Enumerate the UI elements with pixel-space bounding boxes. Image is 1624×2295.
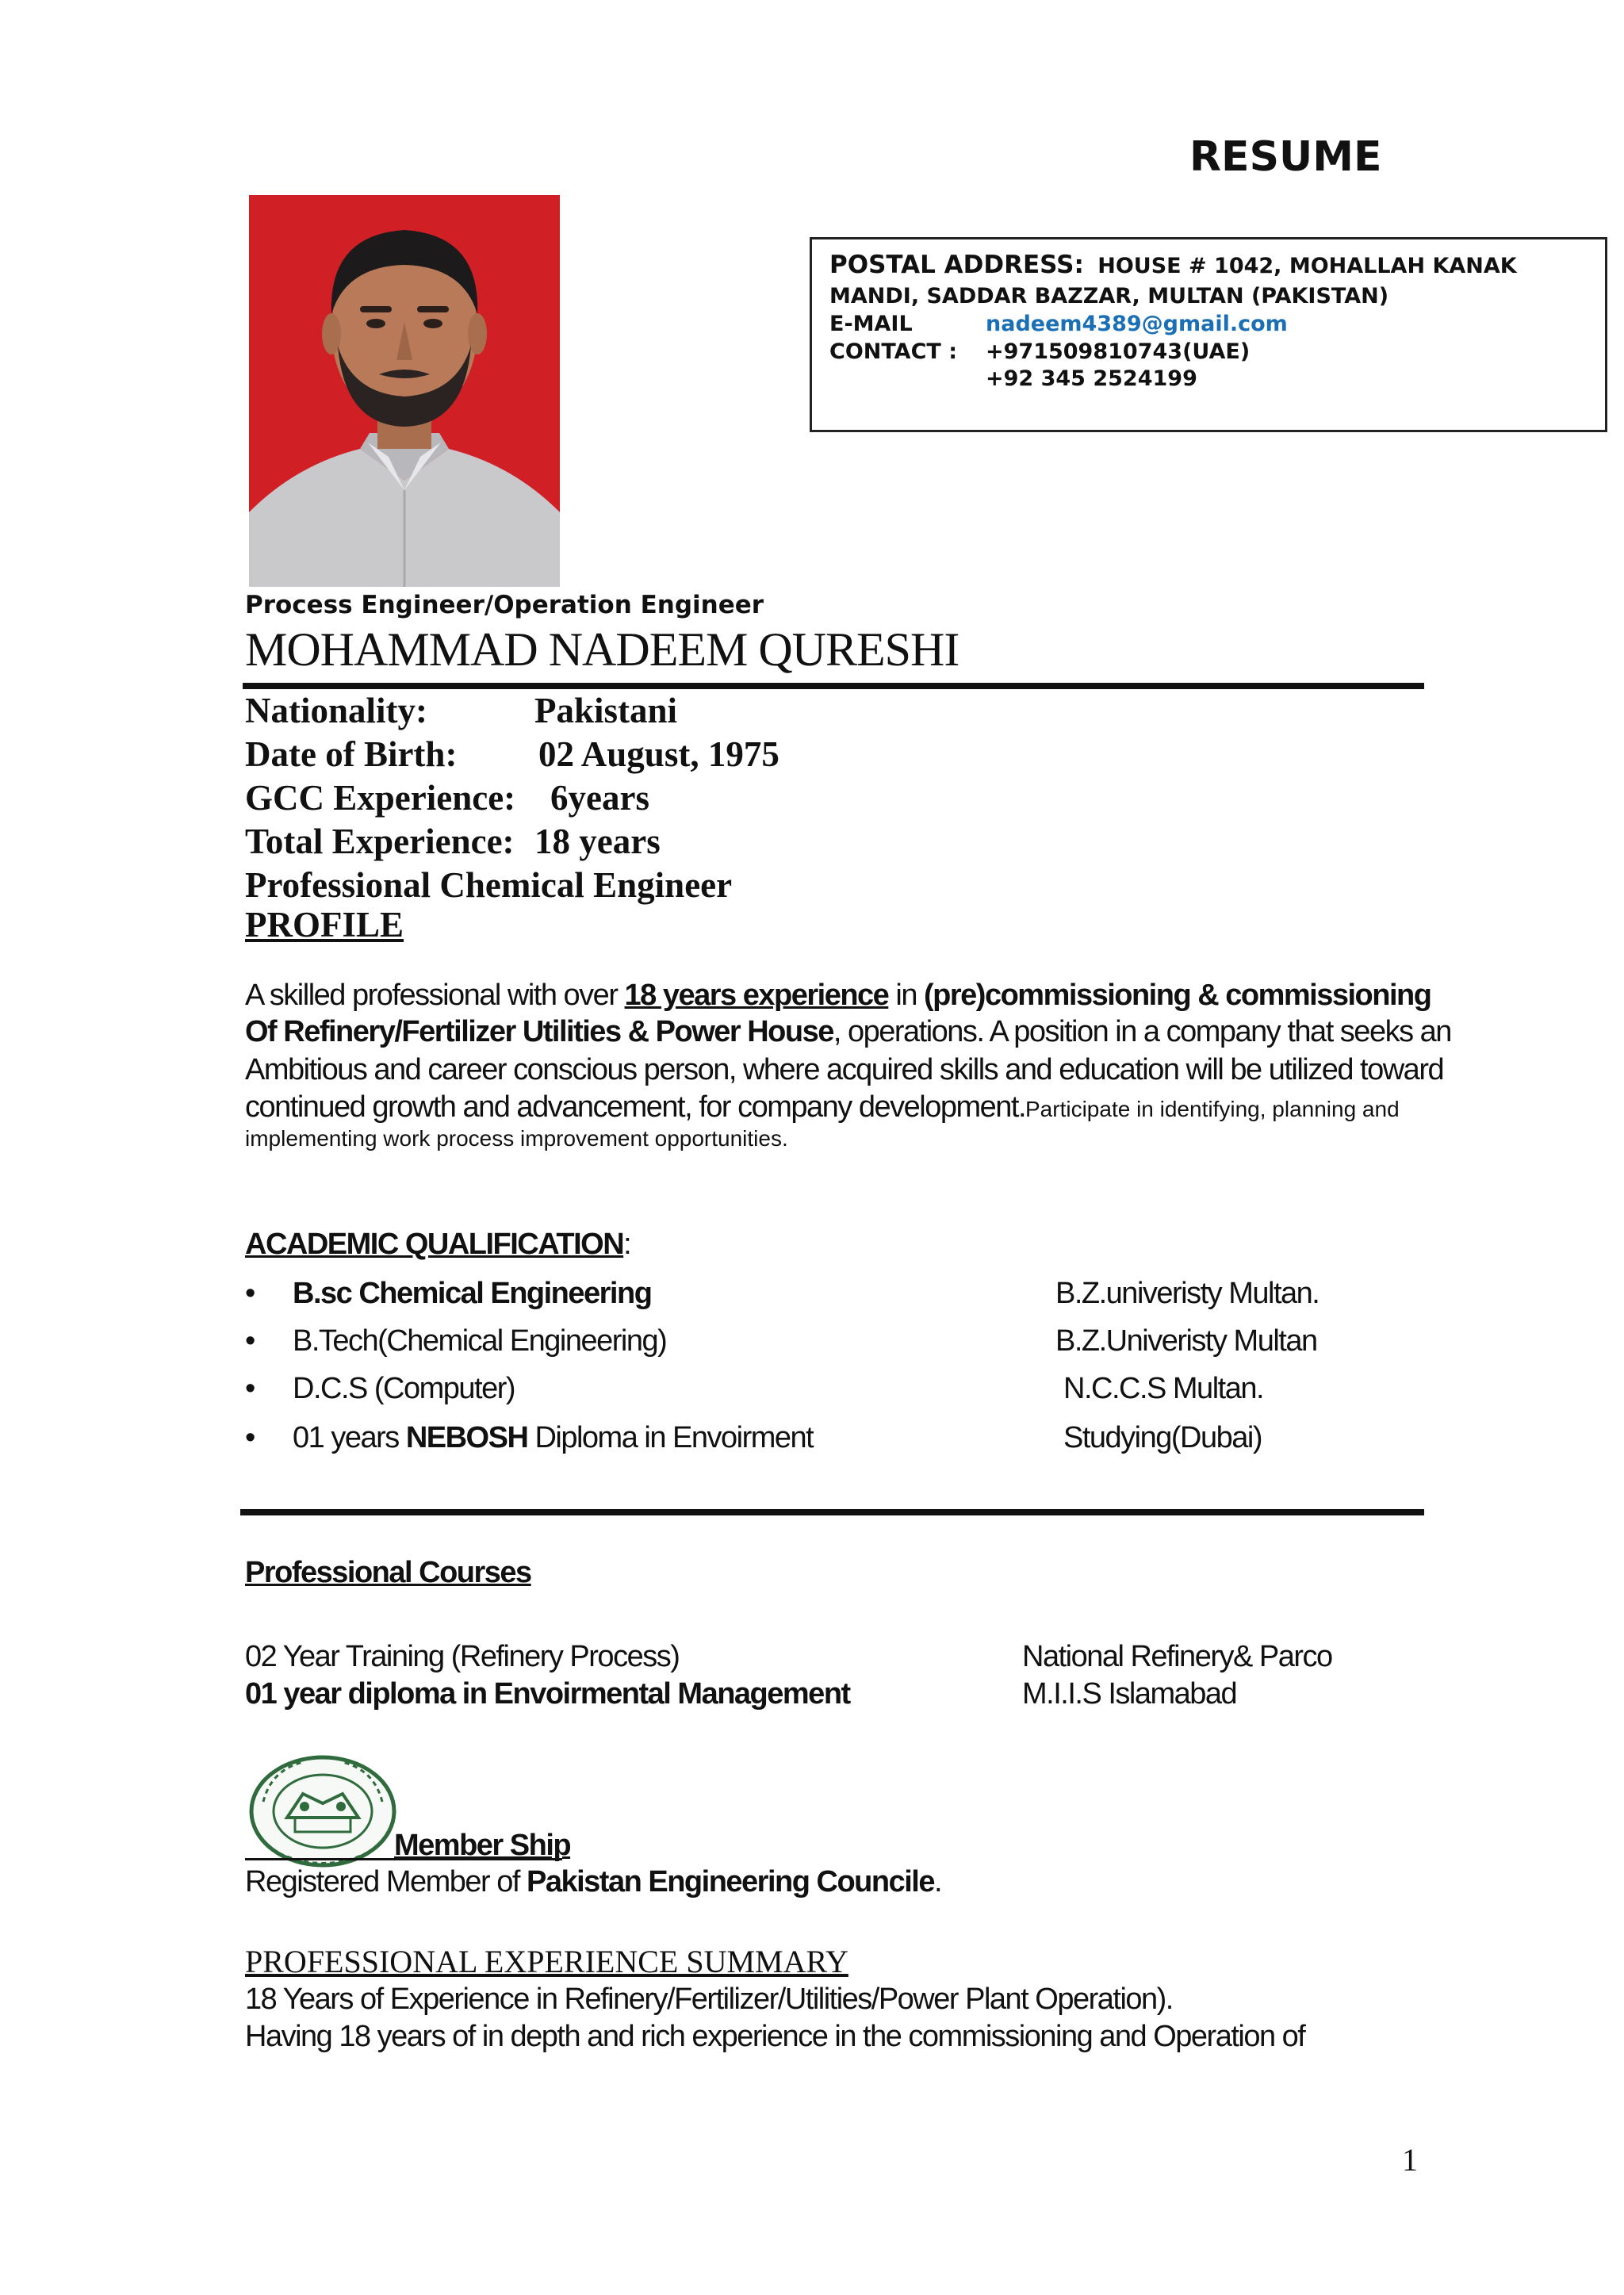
experience-line-1: 18 Years of Experience in Refinery/Fertilizer/Utilities/Power Plant Operation).: [245, 1983, 1173, 2016]
qualification-highlight: NEBOSH: [405, 1421, 528, 1454]
membership-heading: Member Ship: [394, 1829, 571, 1862]
qualification-item: [245, 1421, 1434, 1461]
bullet-icon: •: [245, 1324, 255, 1358]
qualification-institute: B.Z.univeristy Multan.: [1055, 1277, 1320, 1310]
membership-council-name: Pakistan Engineering Councile: [527, 1865, 934, 1898]
profile-text: continued growth and advancement, for company development.: [245, 1090, 1025, 1124]
page-number: 1: [1402, 2142, 1418, 2178]
qualification-text: 01 years: [293, 1421, 406, 1454]
course-institute: National Refinery& Parco: [1022, 1640, 1332, 1673]
nationality-label: Nationality:: [245, 691, 427, 730]
name-divider: [243, 683, 1424, 689]
qualification-institute: Studying(Dubai): [1063, 1421, 1262, 1454]
qualification-item: [245, 1372, 1434, 1412]
contact-label: CONTACT :: [829, 339, 958, 364]
phone-uae: +971509810743(UAE): [986, 339, 1251, 364]
bullet-icon: •: [245, 1372, 255, 1405]
profile-text: A skilled professional with over: [245, 979, 625, 1012]
course-item: [245, 1677, 1434, 1711]
nationality-row: [245, 690, 678, 731]
profile-heading: PROFILE: [245, 905, 404, 944]
email-link[interactable]: nadeem4389@gmail.com: [986, 312, 1288, 336]
profile-highlight: Of Refinery/Fertilizer Utilities & Power House: [245, 1015, 833, 1048]
academic-heading: [245, 1228, 630, 1262]
profile-text: , operations. A position in a company that seeks an: [833, 1015, 1451, 1048]
gcc-experience-label: GCC Experience:: [245, 778, 516, 818]
experience-line-2: Having 18 years of in depth and rich experience in the commissioning and Operation of: [245, 2020, 1305, 2053]
email-label: E-MAIL: [829, 312, 913, 336]
course-name: 01 year diploma in Envoirmental Management: [245, 1677, 850, 1711]
dob-row: [245, 734, 779, 775]
qualification-institute: B.Z.Univeristy Multan: [1055, 1324, 1317, 1358]
experience-heading: PROFESSIONAL EXPERIENCE SUMMARY: [245, 1944, 848, 1979]
qualification-item: [245, 1277, 1434, 1316]
profile-text: Participate in identifying, planning and: [1025, 1097, 1400, 1121]
bullet-icon: •: [245, 1421, 255, 1454]
resume-title: RESUME: [1189, 133, 1382, 181]
postal-address-label: POSTAL ADDRESS:: [829, 251, 1084, 279]
academic-heading-colon: :: [623, 1228, 631, 1261]
profile-highlight: (pre)commissioning & commissioning: [924, 979, 1431, 1012]
membership-text-part: .: [933, 1865, 942, 1898]
course-name: 02 Year Training (Refinery Process): [245, 1640, 680, 1673]
membership-text-part: Registered Member of: [245, 1865, 527, 1898]
dob-value: 02 August, 1975: [538, 734, 779, 774]
qualification-name: B.Tech(Chemical Engineering): [293, 1324, 667, 1358]
candidate-name: MOHAMMAD NADEEM QURESHI: [245, 623, 959, 676]
profile-line-1: [245, 979, 1431, 1013]
qualification-institute: N.C.C.S Multan.: [1063, 1372, 1264, 1405]
postal-address-line1: HOUSE # 1042, MOHALLAH KANAK: [1097, 254, 1517, 278]
profile-line-4: [245, 1090, 1427, 1125]
profile-line-5: implementing work process improvement opportunities.: [245, 1126, 788, 1151]
academic-divider: [240, 1509, 1424, 1515]
nationality-value: Pakistani: [534, 691, 678, 730]
person-portrait-icon: [249, 195, 560, 587]
total-experience-row: [245, 821, 661, 862]
dob-label: Date of Birth:: [245, 734, 458, 774]
course-institute: M.I.I.S Islamabad: [1022, 1677, 1237, 1711]
phone-pakistan: +92 345 2524199: [986, 366, 1197, 391]
membership-text: [245, 1865, 941, 1899]
profile-line-2: [245, 1015, 1451, 1049]
academic-heading-text: ACADEMIC QUALIFICATION: [245, 1228, 624, 1261]
postal-address-line2: MANDI, SADDAR BAZZAR, MULTAN (PAKISTAN): [829, 284, 1389, 308]
contact-box: [810, 237, 1607, 432]
job-title: Process Engineer/Operation Engineer: [245, 591, 764, 619]
total-experience-value: 18 years: [534, 822, 661, 861]
profile-text: in: [888, 979, 925, 1012]
courses-heading: Professional Courses: [245, 1556, 531, 1589]
qualification-name: [293, 1421, 813, 1455]
gcc-experience-row: [245, 777, 649, 818]
qualification-name: D.C.S (Computer): [293, 1372, 515, 1405]
engineering-council-seal-icon: [247, 1754, 398, 1869]
bullet-icon: •: [245, 1277, 255, 1310]
total-experience-label: Total Experience:: [245, 822, 515, 861]
profile-highlight: 18 years experience: [624, 979, 889, 1012]
professional-title: Professional Chemical Engineer: [245, 865, 733, 905]
qualification-item: [245, 1324, 1434, 1364]
gcc-experience-value: 6years: [550, 778, 649, 818]
profile-line-3: Ambitious and career conscious person, where acquired skills and education will be utilized toward: [245, 1053, 1444, 1086]
qualification-name: B.sc Chemical Engineering: [293, 1277, 652, 1310]
qualification-text: Diploma in Envoirment: [527, 1421, 814, 1454]
course-item: [245, 1640, 1434, 1674]
profile-photo: [249, 195, 560, 587]
